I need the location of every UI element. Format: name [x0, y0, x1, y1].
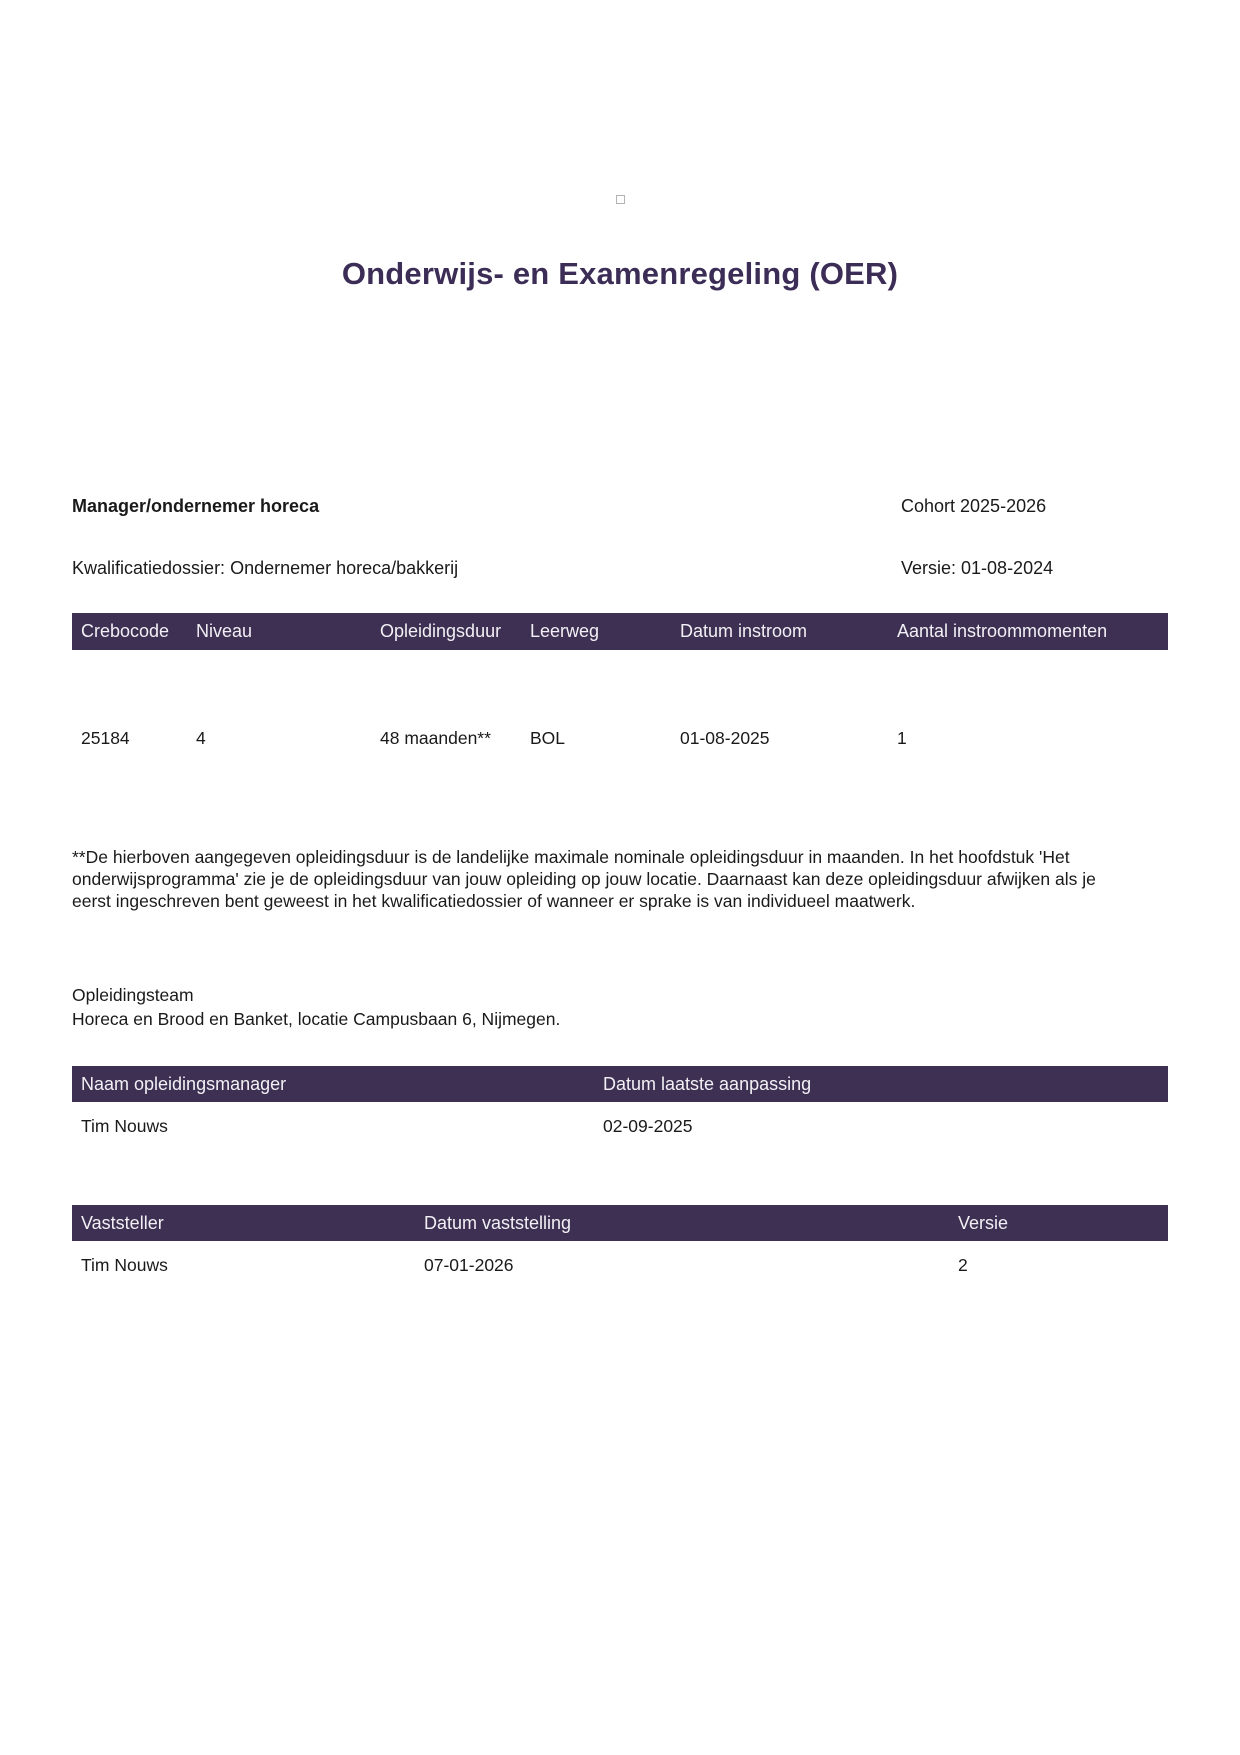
- column-header-datum-instroom: Datum instroom: [680, 621, 808, 641]
- team-label: Opleidingsteam: [72, 985, 194, 1005]
- column-header-opleidingsduur: Opleidingsduur: [380, 621, 502, 641]
- qualification-dossier: Kwalificatiedossier: Ondernemer horeca/bakkerij: [72, 558, 459, 578]
- qualification-info-row: [72, 557, 1168, 579]
- column-header-naam-opleidingsmanager: Naam opleidingsmanager: [81, 1073, 287, 1094]
- broken-image-placeholder-icon: [616, 195, 625, 204]
- column-header-versie: Versie: [958, 1212, 1009, 1233]
- opleidingsmanager-name-value: Tim Nouws: [81, 1116, 168, 1136]
- cohort-value: Cohort 2025-2026: [901, 496, 1047, 516]
- vaststelling-date-value: 07-01-2026: [424, 1255, 514, 1275]
- datum-instroom-value: 01-08-2025: [680, 728, 770, 748]
- crebo-table-row: [72, 728, 1168, 749]
- duration-footnote: **De hierboven aangegeven opleidingsduur is de landelijke maximale nominale opleidingsduur in maanden. In het hoofdstuk 'Het onderwijsprogramma' zie je de opleidingsduur van jouw opleiding op jouw locatie. Daarnaast kan deze opleidingsduur afwijken als je eerst ingeschreven bent geweest in het kwalificatiedossier of wanneer er sprake is van individueel maatwerk.: [72, 847, 1096, 911]
- team-section: [72, 983, 1122, 1031]
- column-header-aantal-instroommomenten: Aantal instroommomenten: [897, 621, 1108, 641]
- program-name: Manager/ondernemer horeca: [72, 496, 320, 516]
- laatste-aanpassing-date-value: 02-09-2025: [603, 1116, 693, 1136]
- niveau-value: 4: [196, 728, 206, 748]
- vaststeller-name-value: Tim Nouws: [81, 1255, 168, 1275]
- column-header-vaststeller: Vaststeller: [81, 1212, 164, 1233]
- crebo-table-header: [72, 613, 1168, 650]
- column-header-datum-vaststelling: Datum vaststelling: [424, 1212, 572, 1233]
- page-title: Onderwijs- en Examenregeling (OER): [341, 256, 899, 291]
- versie-number-value: 2: [958, 1255, 968, 1275]
- column-header-leerweg: Leerweg: [530, 621, 600, 641]
- column-header-datum-laatste-aanpassing: Datum laatste aanpassing: [603, 1073, 812, 1094]
- column-header-niveau: Niveau: [196, 621, 253, 641]
- approval-table-row: [72, 1255, 1168, 1276]
- opleidingsduur-value: 48 maanden**: [380, 728, 491, 748]
- manager-table-header: [72, 1066, 1168, 1102]
- leerweg-value: BOL: [530, 728, 566, 748]
- approval-table-header: [72, 1205, 1168, 1241]
- column-header-crebocode: Crebocode: [81, 621, 170, 641]
- crebocode-value: 25184: [81, 728, 130, 748]
- aantal-instroommomenten-value: 1: [897, 728, 907, 748]
- program-info-row: [72, 495, 1168, 517]
- version-value: Versie: 01-08-2024: [901, 558, 1054, 578]
- manager-table-row: [72, 1116, 1168, 1137]
- team-description: Horeca en Brood en Banket, locatie Campusbaan 6, Nijmegen.: [72, 1009, 561, 1029]
